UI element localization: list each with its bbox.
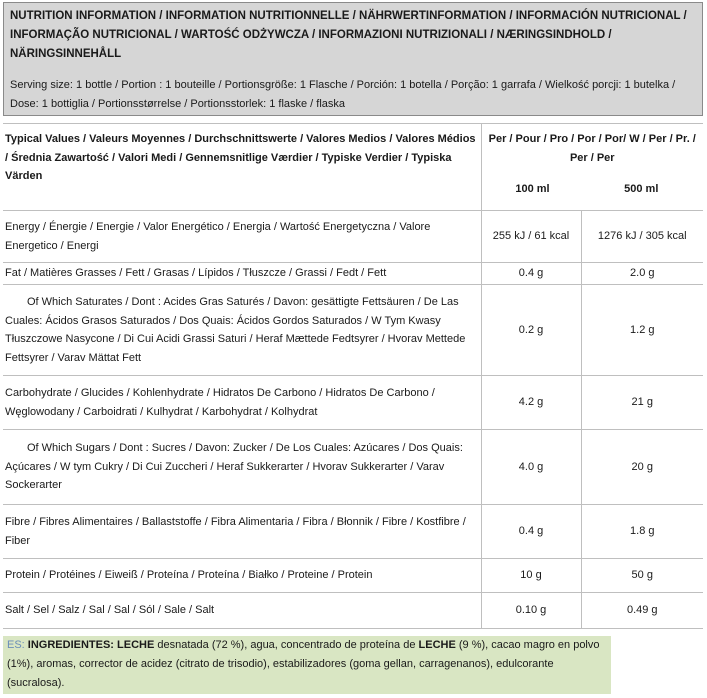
value-500ml: 1.2 g bbox=[581, 285, 703, 376]
value-100ml: 255 kJ / 61 kcal bbox=[481, 211, 581, 263]
row-label: Carbohydrate / Glucides / Kohlenhydrate / Hidratos De Carbono / Hidratos De Carbono / Węglowodany / Carboidrati / Kulhydrat / Karbohydrat / Kolhydrat bbox=[3, 376, 481, 430]
allergen-milk: LECHE bbox=[117, 639, 155, 651]
table-row-saturates bbox=[3, 285, 703, 376]
value-500ml: 2.0 g bbox=[581, 263, 703, 285]
table-row-salt bbox=[3, 593, 703, 629]
nutrition-title: NUTRITION INFORMATION / INFORMATION NUTRITIONNELLE / NÄHRWERTINFORMATION / INFORMACIÓN NUTRICIONAL / INFORMAÇÃO NUTRICIONAL / WARTOŚĆ ODŻYWCZA / INFORMAZIONI NUTRIZIONALI / NÆRINGSINDHOLD / NÄRINGSINNEHÅLL bbox=[10, 10, 687, 60]
ingredients-heading: INGREDIENTES: bbox=[27, 639, 114, 651]
row-label: Salt / Sel / Salz / Sal / Sal / Sól / Sale / Salt bbox=[3, 593, 481, 629]
ingredients-language-tag: ES: bbox=[7, 639, 25, 651]
unit-500ml: 500 ml bbox=[624, 183, 659, 195]
serving-size-text: Serving size: 1 bottle / Portion : 1 bouteille / Portionsgröße: 1 Flasche / Porción: 1 botella / Porção: 1 garrafa / Wielkość porcji: 1 butelka / Dose: 1 bottiglia / Portionsstørrelse / Portionsstorlek: 1 flaske / flaska bbox=[10, 79, 676, 110]
typical-values-label: Typical Values / Valeurs Moyennes / Durchschnittswerte / Valores Medios / Valores Médios / Średnia Zawartość / Valori Medi / Gennemsnitlige Værdier / Typiske Verdier / Typiska Värden bbox=[3, 124, 481, 211]
table-row-fat bbox=[3, 263, 703, 285]
row-label: Protein / Protéines / Eiweiß / Proteína / Proteína / Białko / Proteine / Protein bbox=[3, 559, 481, 593]
row-label: Energy / Énergie / Energie / Valor Energético / Energia / Wartość Energetyczna / Valore Energetico / Energi bbox=[3, 211, 481, 263]
value-100ml: 4.2 g bbox=[481, 376, 581, 430]
unit-100ml: 100 ml bbox=[515, 183, 550, 195]
value-500ml: 20 g bbox=[581, 430, 703, 505]
table-row-protein bbox=[3, 559, 703, 593]
row-label: Fat / Matières Grasses / Fett / Grasas / Lípidos / Tłuszcze / Grassi / Fedt / Fett bbox=[3, 263, 481, 285]
value-100ml: 0.4 g bbox=[481, 263, 581, 285]
table-row-carbohydrate bbox=[3, 376, 703, 430]
per-header bbox=[481, 124, 703, 211]
value-500ml: 1276 kJ / 305 kcal bbox=[581, 211, 703, 263]
unit-headers bbox=[484, 168, 702, 199]
table-header-row bbox=[3, 124, 703, 211]
row-label bbox=[3, 430, 481, 505]
value-100ml: 0.2 g bbox=[481, 285, 581, 376]
value-500ml: 21 g bbox=[581, 376, 703, 430]
nutrition-table bbox=[3, 123, 703, 629]
row-label-text: Of Which Saturates / Dont : Acides Gras Saturés / Davon: gesättigte Fettsäuren / De Las Cuales: Ácidos Grasos Saturados / Dos Quais: Ácidos Gordos Saturados / W Tym Kwasy Tłuszczowe Nasycone / Di Cui Acidi Grassi Saturi / Heraf Mættede Fedtsyrer / Hvorav Mettede Fettsyrer / Varav Mättat Fett bbox=[5, 296, 466, 364]
value-500ml: 50 g bbox=[581, 559, 703, 593]
row-label: Fibre / Fibres Alimentaires / Ballaststoffe / Fibra Alimentaria / Fibra / Błonnik / Fibre / Kostfibre / Fiber bbox=[3, 505, 481, 559]
row-label-text: Of Which Sugars / Dont : Sucres / Davon: Zucker / De Los Cuales: Azúcares / Dos Quais: Açúcares / W tym Cukry / Di Cui Zuccheri / Heraf Sukkerarter / Hvorav Sukkerarter / Varav Sockerarter bbox=[5, 442, 463, 492]
nutrition-header bbox=[3, 2, 703, 116]
value-100ml: 4.0 g bbox=[481, 430, 581, 505]
value-100ml: 0.10 g bbox=[481, 593, 581, 629]
value-500ml: 1.8 g bbox=[581, 505, 703, 559]
table-row-fibre bbox=[3, 505, 703, 559]
per-label: Per / Pour / Pro / Por / Por/ W / Per / Pr. / Per / Per bbox=[488, 133, 696, 164]
table-row-energy bbox=[3, 211, 703, 263]
ingredients-text: desnatada (72 %), agua, concentrado de proteína de bbox=[154, 639, 419, 651]
value-100ml: 10 g bbox=[481, 559, 581, 593]
value-500ml: 0.49 g bbox=[581, 593, 703, 629]
allergen-milk: LECHE bbox=[418, 639, 456, 651]
row-label bbox=[3, 285, 481, 376]
ingredients-text: (9 %), cacao magro en polvo (1%), aromas, corrector de acidez (citrato de trisodio), estabilizadores (goma gellan, carragenanos), edulcorante (sucralosa). bbox=[7, 639, 600, 689]
table-row-sugars bbox=[3, 430, 703, 505]
value-100ml: 0.4 g bbox=[481, 505, 581, 559]
ingredients-box bbox=[3, 636, 611, 694]
